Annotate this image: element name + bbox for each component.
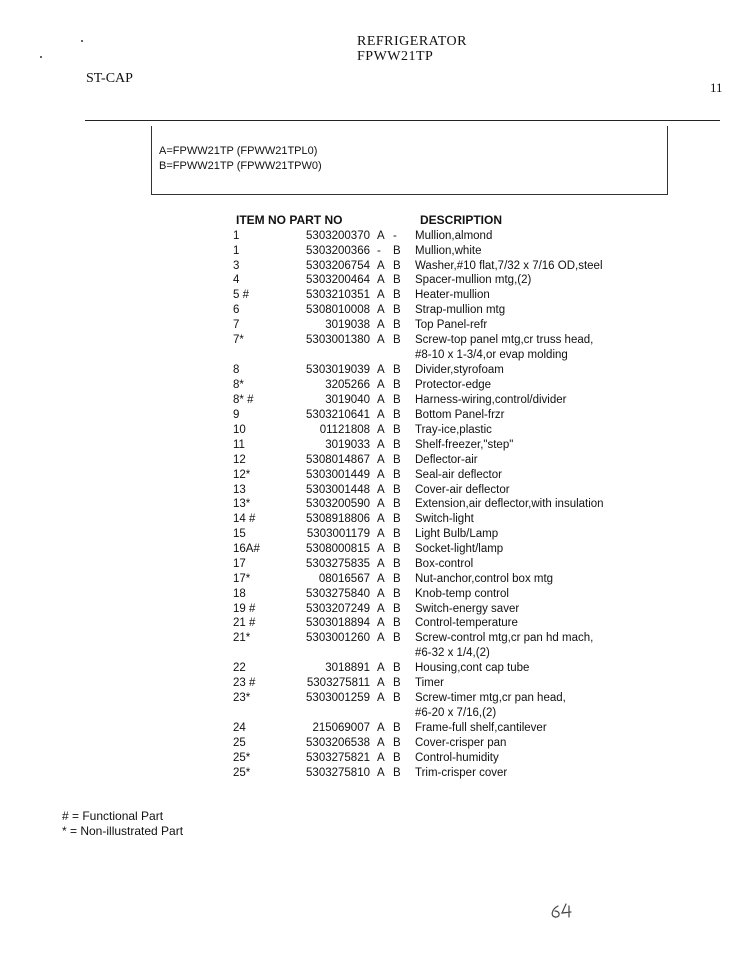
description: Top Panel-refr xyxy=(415,319,488,331)
model-key-a: A=FPWW21TP (FPWW21TPL0) xyxy=(159,145,318,157)
part-number: 5303275821 xyxy=(306,752,370,764)
description: Washer,#10 flat,7/32 x 7/16 OD,steel xyxy=(415,260,603,272)
model-b-flag: B xyxy=(393,528,401,540)
model-b-flag: B xyxy=(393,319,401,331)
item-number: 25 xyxy=(233,737,246,749)
description: Knob-temp control xyxy=(415,588,509,600)
model-a-flag: A xyxy=(377,230,385,242)
model-b-flag: B xyxy=(393,767,401,779)
part-number: 5303200370 xyxy=(306,230,370,242)
model-b-flag: B xyxy=(393,737,401,749)
model-b-flag: B xyxy=(393,722,401,734)
header-divider xyxy=(85,120,720,121)
legend-functional: # = Functional Part xyxy=(62,809,164,823)
description: Deflector-air xyxy=(415,454,478,466)
description: Tray-ice,plastic xyxy=(415,424,492,436)
model-a-flag: A xyxy=(377,528,385,540)
item-number: 14 # xyxy=(233,513,256,525)
part-number: 01121808 xyxy=(319,424,370,436)
model-b-flag: B xyxy=(393,469,401,481)
model-b-flag: B xyxy=(393,424,401,436)
stray-dot xyxy=(40,56,42,58)
model-a-flag: A xyxy=(377,334,385,346)
part-number: 5308010008 xyxy=(306,304,370,316)
description: Cover-crisper pan xyxy=(415,737,507,749)
model-a-flag: A xyxy=(377,469,385,481)
description: Spacer-mullion mtg,(2) xyxy=(415,274,532,286)
legend-non-illustrated: * = Non-illustrated Part xyxy=(62,824,184,838)
item-number: 19 # xyxy=(233,603,256,615)
part-number: 3019040 xyxy=(325,394,370,406)
stray-dot xyxy=(81,40,83,42)
model-key-b: B=FPWW21TP (FPWW21TPW0) xyxy=(159,160,322,172)
description: Seal-air deflector xyxy=(415,469,502,481)
model-a-flag: A xyxy=(377,319,385,331)
part-number: 5308014867 xyxy=(306,454,370,466)
model-b-flag: B xyxy=(393,364,401,376)
part-number: 5308000815 xyxy=(306,543,370,555)
part-number: 5308918806 xyxy=(306,513,370,525)
model-a-flag: A xyxy=(377,364,385,376)
model-a-flag: A xyxy=(377,662,385,674)
description: Switch-light xyxy=(415,513,474,525)
item-number: 18 xyxy=(233,588,246,600)
model-a-flag: A xyxy=(377,289,385,301)
model-b-flag: B xyxy=(393,484,401,496)
part-number: 215069007 xyxy=(312,722,370,734)
model-b-flag: B xyxy=(393,752,401,764)
model-a-flag: A xyxy=(377,513,385,525)
part-number: 5303019039 xyxy=(306,364,370,376)
part-number: 5303206538 xyxy=(306,737,370,749)
model-b-flag: B xyxy=(393,558,401,570)
item-number: 17 xyxy=(233,558,246,570)
item-number: 8 xyxy=(233,364,240,376)
model-b-flag: B xyxy=(393,260,401,272)
part-number: 5303275835 xyxy=(306,558,370,570)
model-b-flag: B xyxy=(393,632,401,644)
model-key-box xyxy=(151,126,668,195)
part-number: 5303001259 xyxy=(306,692,370,704)
model-a-flag: A xyxy=(377,379,385,391)
model-a-flag: A xyxy=(377,439,385,451)
description: Timer xyxy=(415,677,444,689)
part-number: 3019033 xyxy=(325,439,370,451)
model-a-flag: A xyxy=(377,484,385,496)
item-number: 15 xyxy=(233,528,246,540)
item-number: 11 xyxy=(233,439,245,451)
model-a-flag: A xyxy=(377,274,385,286)
model-b-flag: B xyxy=(393,588,401,600)
item-number: 22 xyxy=(233,662,246,674)
item-number: 4 xyxy=(233,274,240,286)
model-a-flag: A xyxy=(377,558,385,570)
part-number: 5303200366 xyxy=(306,245,370,257)
model-a-flag: A xyxy=(377,677,385,689)
description: Heater-mullion xyxy=(415,289,490,301)
document-id: ST-CAP xyxy=(86,71,133,86)
part-number: 3019038 xyxy=(325,319,370,331)
description: Control-temperature xyxy=(415,617,518,629)
description: Extension,air deflector,with insulation xyxy=(415,498,604,510)
item-number: 13* xyxy=(233,498,251,510)
item-number: 9 xyxy=(233,409,240,421)
model-a-flag: A xyxy=(377,692,385,704)
model-a-flag: A xyxy=(377,454,385,466)
part-number: 5303001179 xyxy=(306,528,370,540)
item-number: 21 # xyxy=(233,617,256,629)
model-a-flag: A xyxy=(377,617,385,629)
item-number: 5 # xyxy=(233,289,249,301)
item-number: 21* xyxy=(233,632,251,644)
part-number: 5303210641 xyxy=(306,409,370,421)
model-b-flag: B xyxy=(393,454,401,466)
item-number: 6 xyxy=(233,304,240,316)
model-b-flag: B xyxy=(393,289,401,301)
model-b-flag: B xyxy=(393,245,401,257)
model-a-flag: A xyxy=(377,767,385,779)
model-b-flag: B xyxy=(393,573,401,585)
item-number: 23* xyxy=(233,692,251,704)
model-a-flag: A xyxy=(377,632,385,644)
model-b-flag: B xyxy=(393,677,401,689)
model-a-flag: A xyxy=(377,752,385,764)
description: Shelf-freezer,"step" xyxy=(415,439,514,451)
description: Light Bulb/Lamp xyxy=(415,528,499,540)
part-number: 5303275810 xyxy=(306,767,370,779)
column-header-item-part: ITEM NO PART NO xyxy=(236,213,343,227)
item-number: 23 # xyxy=(233,677,256,689)
model-b-flag: B xyxy=(393,662,401,674)
description-continued: #8-10 x 1-3/4,or evap molding xyxy=(415,349,568,361)
part-number: 5303210351 xyxy=(306,289,370,301)
description: Control-humidity xyxy=(415,752,499,764)
model-a-flag: A xyxy=(377,304,385,316)
item-number: 25* xyxy=(233,767,251,779)
description: Strap-mullion mtg xyxy=(415,304,506,316)
part-number: 5303001260 xyxy=(306,632,370,644)
item-number: 16A# xyxy=(233,543,260,555)
description: Box-control xyxy=(415,558,474,570)
part-number: 5303206754 xyxy=(306,260,370,272)
description: Trim-crisper cover xyxy=(415,767,508,779)
item-number: 8* # xyxy=(233,394,254,406)
item-number: 8* xyxy=(233,379,244,391)
model-a-flag: A xyxy=(377,260,385,272)
part-number: 5303275840 xyxy=(306,588,370,600)
part-number: 08016567 xyxy=(318,573,370,585)
description: Socket-light/lamp xyxy=(415,543,504,555)
column-header-description: DESCRIPTION xyxy=(420,213,503,227)
model-a-flag: A xyxy=(377,543,385,555)
description: Mullion,almond xyxy=(415,230,493,242)
model-b-flag: B xyxy=(393,498,401,510)
description: Screw-timer mtg,cr pan head, xyxy=(415,692,566,704)
description: Frame-full shelf,cantilever xyxy=(415,722,547,734)
model-a-flag: A xyxy=(377,573,385,585)
item-number: 24 xyxy=(233,722,246,734)
model-a-flag: A xyxy=(377,722,385,734)
model-b-flag: B xyxy=(393,692,401,704)
description: Screw-control mtg,cr pan hd mach, xyxy=(415,632,594,644)
item-number: 17* xyxy=(233,573,251,585)
model-a-flag: A xyxy=(377,737,385,749)
item-number: 13 xyxy=(233,484,246,496)
model-b-flag: B xyxy=(393,617,401,629)
description: Switch-energy saver xyxy=(415,603,520,615)
item-number: 25* xyxy=(233,752,251,764)
description: Bottom Panel-frzr xyxy=(415,409,505,421)
part-number: 5303018894 xyxy=(306,617,370,629)
description: Mullion,white xyxy=(415,245,482,257)
model-b-flag: B xyxy=(393,334,401,346)
model-b-flag: B xyxy=(393,409,401,421)
description: Cover-air deflector xyxy=(415,484,510,496)
page-number: 11 xyxy=(710,80,723,95)
description: Housing,cont cap tube xyxy=(415,662,530,674)
model-title: FPWW21TP xyxy=(357,49,434,64)
part-number: 5303275811 xyxy=(306,677,370,689)
model-a-flag: A xyxy=(377,603,385,615)
description-continued: #6-20 x 7/16,(2) xyxy=(415,707,497,719)
model-a-flag: - xyxy=(377,245,381,257)
model-a-flag: A xyxy=(377,394,385,406)
part-number: 5303001449 xyxy=(306,469,370,481)
description: Protector-edge xyxy=(415,379,492,391)
model-b-flag: - xyxy=(393,230,397,242)
model-a-flag: A xyxy=(377,409,385,421)
model-a-flag: A xyxy=(377,498,385,510)
model-b-flag: B xyxy=(393,304,401,316)
model-b-flag: B xyxy=(393,439,401,451)
description: Harness-wiring,control/divider xyxy=(415,394,567,406)
item-number: 3 xyxy=(233,260,240,272)
item-number: 1 xyxy=(233,230,240,242)
item-number: 12 xyxy=(233,454,246,466)
part-number: 3205266 xyxy=(325,379,370,391)
part-number: 5303207249 xyxy=(306,603,370,615)
description: Screw-top panel mtg,cr truss head, xyxy=(415,334,594,346)
model-b-flag: B xyxy=(393,543,401,555)
part-number: 5303200464 xyxy=(306,274,370,286)
handwritten-mark xyxy=(548,900,588,922)
item-number: 12* xyxy=(233,469,251,481)
item-number: 7* xyxy=(233,334,244,346)
model-b-flag: B xyxy=(393,379,401,391)
model-b-flag: B xyxy=(393,603,401,615)
part-number: 5303001448 xyxy=(306,484,370,496)
model-b-flag: B xyxy=(393,274,401,286)
item-number: 1 xyxy=(233,245,240,257)
description-continued: #6-32 x 1/4,(2) xyxy=(415,647,490,659)
part-number: 5303200590 xyxy=(306,498,370,510)
description: Nut-anchor,control box mtg xyxy=(415,573,554,585)
description: Divider,styrofoam xyxy=(415,364,504,376)
model-b-flag: B xyxy=(393,513,401,525)
item-number: 7 xyxy=(233,319,240,331)
item-number: 10 xyxy=(233,424,246,436)
model-a-flag: A xyxy=(377,588,385,600)
model-a-flag: A xyxy=(377,424,385,436)
model-b-flag: B xyxy=(393,394,401,406)
part-number: 3018891 xyxy=(325,662,370,674)
page-title: REFRIGERATOR xyxy=(357,34,467,49)
part-number: 5303001380 xyxy=(306,334,370,346)
